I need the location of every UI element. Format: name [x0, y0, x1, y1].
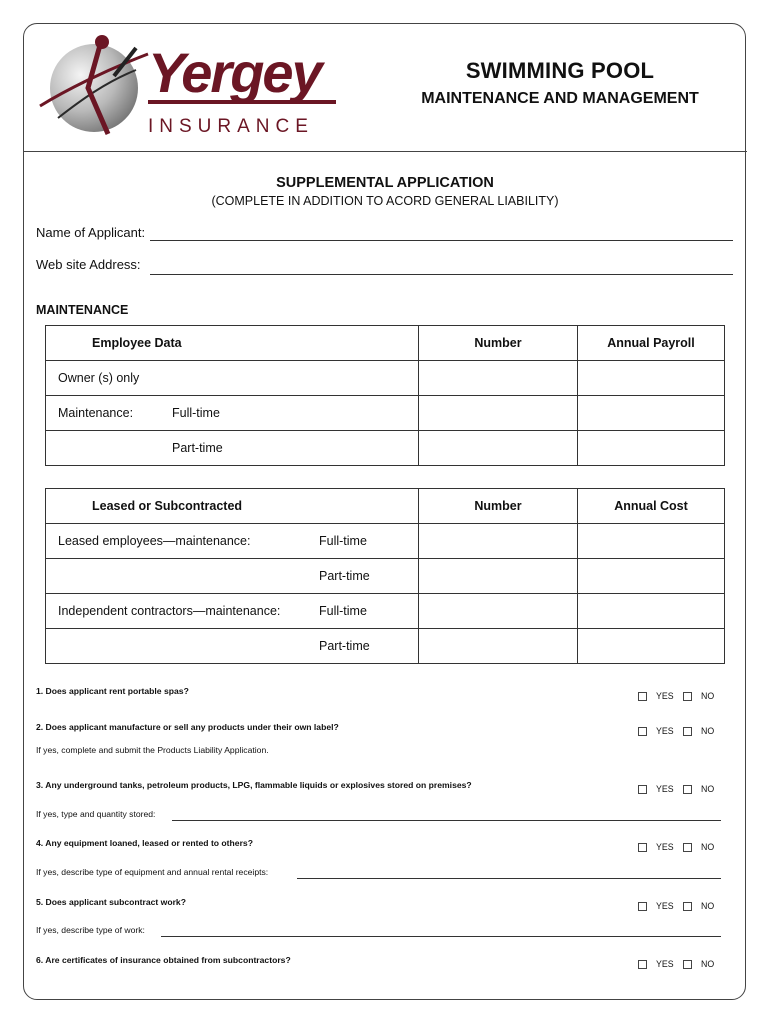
header-leased-subcontracted: Leased or Subcontracted — [46, 489, 419, 524]
question-4-answer-field[interactable] — [297, 868, 721, 879]
row-label: Owner (s) only — [58, 371, 140, 385]
cost-input-cell[interactable] — [578, 629, 725, 664]
maintenance-section-title: MAINTENANCE — [36, 303, 129, 317]
table-row — [46, 396, 725, 431]
applicant-name-field[interactable] — [150, 226, 733, 241]
yes-checkbox[interactable] — [638, 785, 647, 794]
row-label: Maintenance: — [58, 406, 134, 420]
number-input-cell[interactable] — [419, 361, 578, 396]
table-row — [46, 361, 725, 396]
number-input-cell[interactable] — [419, 629, 578, 664]
table-row — [46, 431, 725, 466]
no-checkbox[interactable] — [683, 785, 692, 794]
row-sublabel: Full-time — [319, 604, 367, 618]
yes-checkbox[interactable] — [638, 692, 647, 701]
no-label: NO — [701, 901, 715, 911]
row-sublabel: Full-time — [319, 534, 367, 548]
question-5-answer-field[interactable] — [161, 926, 721, 937]
question-4-note: If yes, describe type of equipment and annual rental receipts: — [36, 867, 269, 877]
row-label: Leased employees—maintenance: — [58, 534, 251, 548]
header-number: Number — [419, 489, 578, 524]
row-sublabel: Part-time — [172, 441, 223, 455]
number-input-cell[interactable] — [419, 594, 578, 629]
yes-label: YES — [656, 842, 674, 852]
yes-label: YES — [656, 901, 674, 911]
question-3-answer-field[interactable] — [172, 810, 721, 821]
question-1: 1. Does applicant rent portable spas? — [36, 686, 189, 696]
no-label: NO — [701, 784, 715, 794]
question-5: 5. Does applicant subcontract work? — [36, 897, 186, 907]
row-sublabel: Part-time — [319, 639, 370, 653]
website-address-label: Web site Address: — [36, 257, 141, 272]
no-label: NO — [701, 726, 715, 736]
no-checkbox[interactable] — [683, 960, 692, 969]
table-row — [46, 524, 725, 559]
employee-data-table — [45, 325, 725, 466]
document-title: SWIMMING POOL — [465, 58, 655, 83]
question-3-note: If yes, type and quantity stored: — [36, 809, 156, 819]
table-row — [46, 629, 725, 664]
yes-label: YES — [656, 691, 674, 701]
yes-checkbox[interactable] — [638, 902, 647, 911]
question-2: 2. Does applicant manufacture or sell any products under their own label? — [36, 722, 339, 732]
table-row — [46, 594, 725, 629]
yes-label: YES — [656, 959, 674, 969]
cost-input-cell[interactable] — [578, 524, 725, 559]
header-divider — [23, 151, 747, 152]
yes-label: YES — [656, 726, 674, 736]
no-checkbox[interactable] — [683, 902, 692, 911]
header-employee-data: Employee Data — [46, 326, 419, 361]
payroll-input-cell[interactable] — [578, 431, 725, 466]
no-label: NO — [701, 842, 715, 852]
payroll-input-cell[interactable] — [578, 361, 725, 396]
question-5-note: If yes, describe type of work: — [36, 925, 145, 935]
number-input-cell[interactable] — [419, 559, 578, 594]
no-label: NO — [701, 691, 715, 701]
payroll-input-cell[interactable] — [578, 396, 725, 431]
table-header-row — [46, 489, 725, 524]
yergey-insurance-logo — [36, 30, 356, 142]
row-label: Independent contractors—maintenance: — [58, 604, 281, 618]
header-annual-cost: Annual Cost — [578, 489, 725, 524]
logo-tagline: INSURANCE — [148, 116, 314, 137]
applicant-name-label: Name of Applicant: — [36, 225, 146, 240]
leased-subcontracted-table — [45, 488, 725, 664]
cost-input-cell[interactable] — [578, 594, 725, 629]
yes-checkbox[interactable] — [638, 727, 647, 736]
number-input-cell[interactable] — [419, 524, 578, 559]
logo-wordmark: Yergey — [148, 41, 321, 104]
row-sublabel: Full-time — [172, 406, 220, 420]
number-input-cell[interactable] — [419, 396, 578, 431]
header-number: Number — [419, 326, 578, 361]
yes-checkbox[interactable] — [638, 960, 647, 969]
number-input-cell[interactable] — [419, 431, 578, 466]
header-annual-payroll: Annual Payroll — [578, 326, 725, 361]
document-subtitle: MAINTENANCE AND MANAGEMENT — [421, 90, 699, 107]
table-header-row — [46, 326, 725, 361]
no-checkbox[interactable] — [683, 727, 692, 736]
table-row — [46, 559, 725, 594]
question-2-note: If yes, complete and submit the Products Liability Application. — [36, 745, 269, 755]
row-sublabel: Part-time — [319, 569, 370, 583]
question-4: 4. Any equipment loaned, leased or rented to others? — [36, 838, 253, 848]
cost-input-cell[interactable] — [578, 559, 725, 594]
form-subheading: (COMPLETE IN ADDITION TO ACORD GENERAL LIABILITY) — [211, 194, 559, 208]
yes-label: YES — [656, 784, 674, 794]
no-label: NO — [701, 959, 715, 969]
yes-checkbox[interactable] — [638, 843, 647, 852]
question-6: 6. Are certificates of insurance obtained from subcontractors? — [36, 955, 291, 965]
website-address-field[interactable] — [150, 260, 733, 275]
question-3: 3. Any underground tanks, petroleum products, LPG, flammable liquids or explosives stored on premises? — [36, 780, 472, 790]
no-checkbox[interactable] — [683, 692, 692, 701]
form-heading: SUPPLEMENTAL APPLICATION — [276, 175, 494, 191]
no-checkbox[interactable] — [683, 843, 692, 852]
